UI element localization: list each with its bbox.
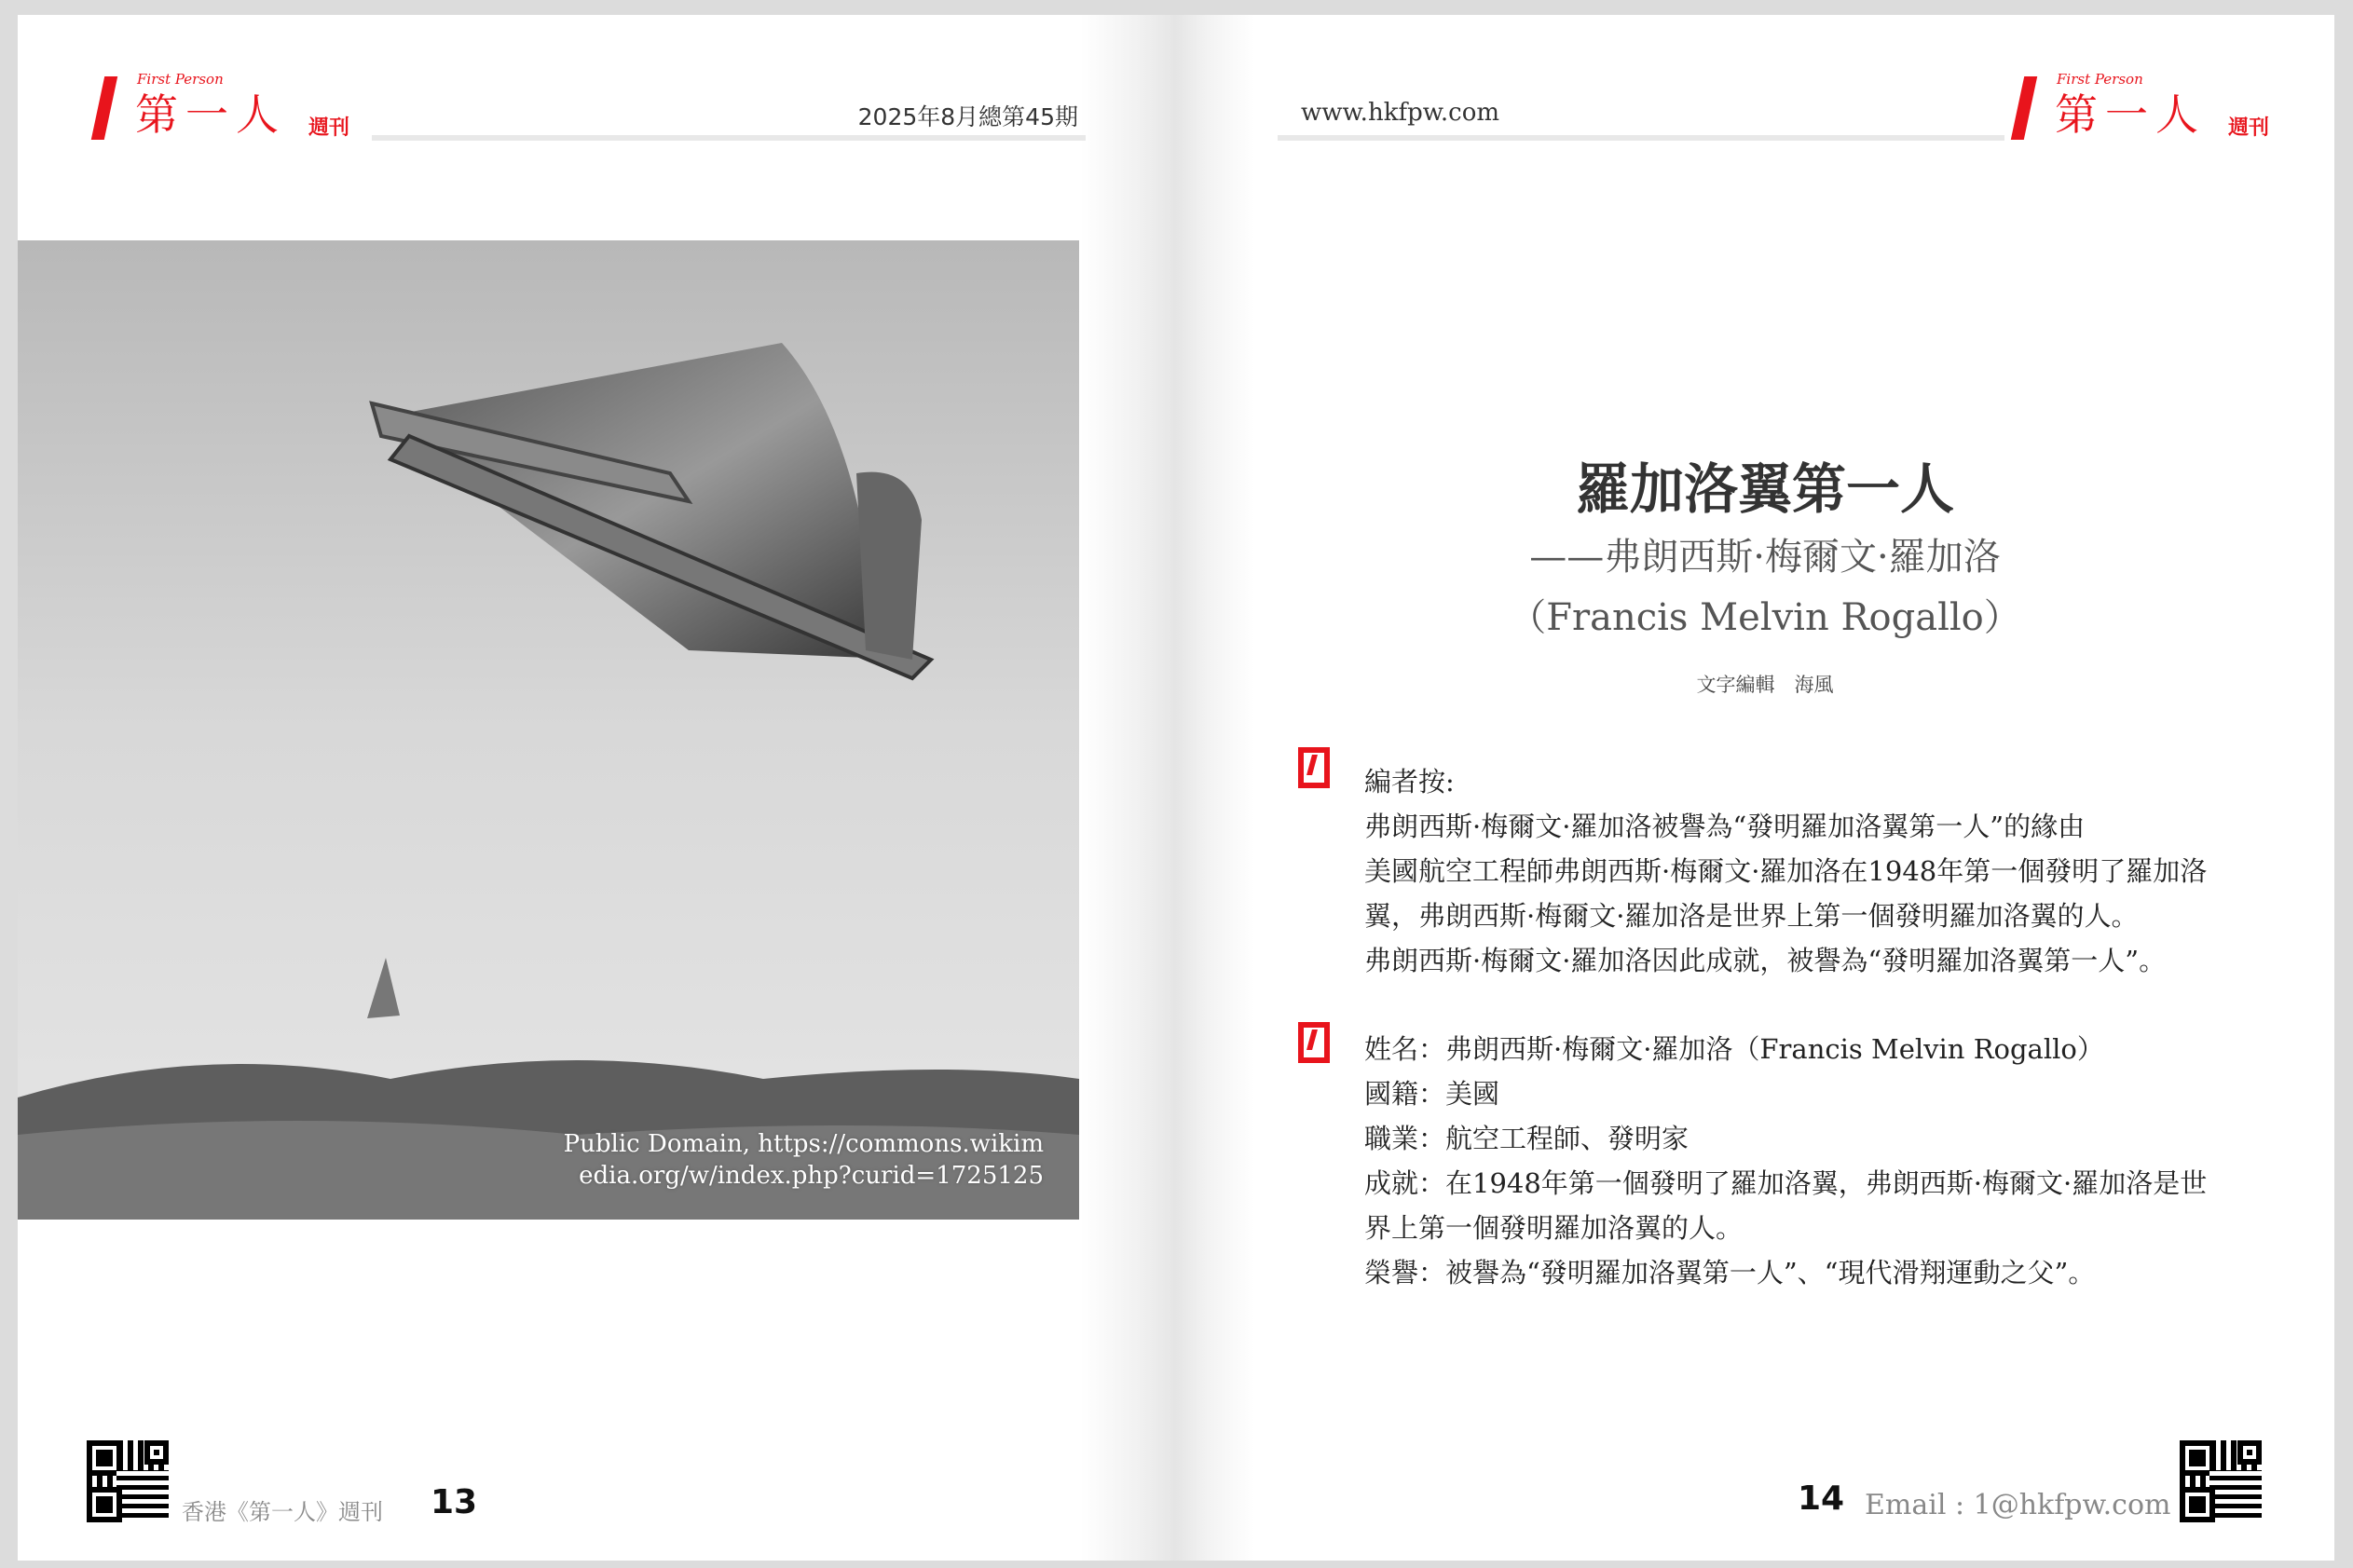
right-page bbox=[1173, 15, 2334, 1561]
header-rule bbox=[1278, 135, 2004, 141]
rogallo-wing-photo bbox=[18, 240, 1079, 1220]
profile-line: 榮譽：被譽為“發明羅加洛翼第一人”、“現代滑翔運動之父”。 bbox=[1364, 1257, 2096, 1288]
profile-line: 成就：在1948年第一個發明了羅加洛翼，弗朗西斯·梅爾文·羅加洛是世 bbox=[1364, 1167, 2208, 1199]
website-label: www.hkfpw.com bbox=[1301, 99, 1500, 127]
article-subtitle: ——弗朗西斯·梅爾文·羅加洛 bbox=[1529, 536, 2001, 579]
page-number: 13 bbox=[431, 1483, 478, 1521]
article-title: 羅加洛翼第一人 bbox=[1575, 457, 1954, 521]
header-rule bbox=[372, 135, 1086, 141]
page-number: 14 bbox=[1798, 1479, 1845, 1518]
qr-code bbox=[87, 1440, 169, 1522]
left-page bbox=[18, 15, 1173, 1561]
note-line: 弗朗西斯·梅爾文·羅加洛被譽為“發明羅加洛翼第一人”的緣由 bbox=[1364, 811, 2086, 842]
email-link[interactable]: Email : 1@hkfpw.com bbox=[1865, 1489, 2171, 1521]
issue-label: 2025年8月總第45期 bbox=[857, 103, 1078, 130]
publication-name: 香港《第一人》週刊 bbox=[182, 1499, 383, 1525]
profile-line: 職業：航空工程師、發明家 bbox=[1364, 1123, 1690, 1154]
qr-code bbox=[2180, 1440, 2262, 1522]
note-heading: 編者按: bbox=[1364, 766, 1455, 798]
note-line: 弗朗西斯·梅爾文·羅加洛因此成就，被譽為“發明羅加洛翼第一人”。 bbox=[1364, 945, 2167, 976]
first-person-logo: First Person 第一人 週刊 bbox=[2018, 71, 2278, 145]
section-marker-icon bbox=[1298, 747, 1330, 788]
section-marker-icon bbox=[1298, 1022, 1330, 1063]
byline: 文字編輯 海風 bbox=[1696, 674, 1834, 696]
profile-line: 國籍：美國 bbox=[1364, 1078, 1500, 1110]
note-line: 翼，弗朗西斯·梅爾文·羅加洛是世界上第一個發明羅加洛翼的人。 bbox=[1364, 900, 2139, 932]
first-person-logo: First Person 第一人 週刊 bbox=[98, 71, 359, 145]
note-line: 美國航空工程師弗朗西斯·梅爾文·羅加洛在1948年第一個發明了羅加洛 bbox=[1364, 855, 2208, 887]
profile-line: 姓名：弗朗西斯·梅爾文·羅加洛（Francis Melvin Rogallo） bbox=[1364, 1033, 2104, 1065]
profile-line: 界上第一個發明羅加洛翼的人。 bbox=[1364, 1212, 1744, 1244]
article-subtitle-en: （Francis Melvin Rogallo） bbox=[1509, 596, 2021, 639]
photo-credit: Public Domain, https://commons.wikim edia.org/w/index.php?curid=1725125 bbox=[563, 1130, 1044, 1190]
